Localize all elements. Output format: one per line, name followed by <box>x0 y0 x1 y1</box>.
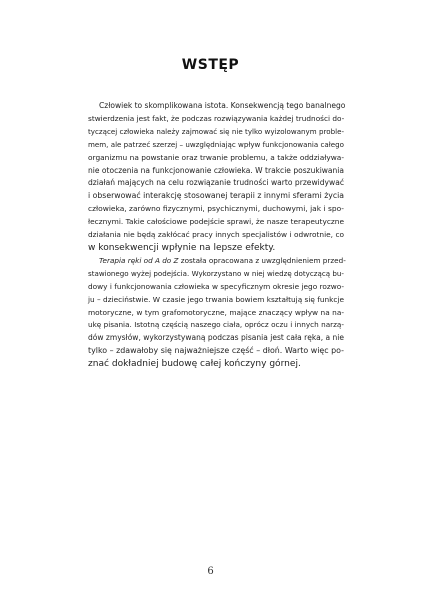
paragraph-2-line: tylko – zdawałoby się najważniejsze część – dłoń. Warto więc po- <box>88 346 344 356</box>
paragraph-2-line: ju – dzieciństwie. W czasie jego trwania bowiem kształtują się funkcje <box>88 294 344 304</box>
paragraph-1-line: i obserwować interakcję stosowanej terapii z innymi sferami życia <box>88 191 344 201</box>
paragraph-1-line: Człowiek to skomplikowana istota. Konsekwencją tego banalnego <box>99 101 346 110</box>
paragraph-2-line: motoryczne, w tym grafomotoryczne, mające znaczący wpływ na na- <box>88 307 344 317</box>
paragraph-1-last-line: w konsekwencji wpłynie na lepsze efekty. <box>88 242 276 253</box>
paragraph-2-line: dowy i funkcjonowania człowieka w specyficznym okresie jego rozwo- <box>88 281 344 291</box>
page-number: 6 <box>207 566 214 577</box>
paragraph-2-first-line <box>88 255 344 268</box>
body-text <box>88 100 344 371</box>
paragraph-1-line: nie otoczenia na funkcjonowanie człowieka. W trakcie poszukiwania <box>88 165 344 175</box>
paragraph-1-line: łecznymi. Takie całościowe podejście sprawi, że nasze terapeutyczne <box>88 217 344 227</box>
page-heading: WSTĘP <box>181 57 240 73</box>
paragraph-2-first-line-rest: została opracowana z uwzględnieniem przed- <box>178 255 346 265</box>
paragraph-2-line: dów zmysłów, wykorzystywaną podczas pisania jest cała ręka, a nie <box>88 333 344 343</box>
paragraph-1-line: organizmu na powstanie oraz trwanie problemu, a także oddziaływa- <box>88 152 344 162</box>
paragraph-1-line: działań mających na celu rozwiązanie trudności warto przewidywać <box>88 178 344 188</box>
book-title: Terapia ręki od A do Z <box>99 255 179 265</box>
paragraph-1-line: tyczącej człowieka należy zajmować się nie tylko wyizolowanym proble- <box>88 126 344 136</box>
paragraph-1-line: działania nie będą zakłócać pracy innych specjalistów i odwrotnie, co <box>88 230 344 240</box>
paragraph-1-line: mem, ale patrzeć szerzej – uwzględniając wpływ funkcjonowania całego <box>88 139 344 149</box>
paragraph-1-line: stwierdzenia jest fakt, że podczas rozwiązywania każdej trudności do- <box>88 113 345 123</box>
paragraph-1-line: człowieka, zarówno fizycznymi, psychicznymi, duchowymi, jak i spo- <box>88 204 344 214</box>
paragraph-2-line: stawionego wyżej podejścia. Wykorzystano w niej wiedzę dotyczącą bu- <box>88 268 344 278</box>
paragraph-2-last-line: znać dokładniej budowę całej kończyny górnej. <box>88 359 301 370</box>
paragraph-2-line: ukę pisania. Istotną częścią naszego ciała, oprócz oczu i innych narzą- <box>88 320 344 330</box>
